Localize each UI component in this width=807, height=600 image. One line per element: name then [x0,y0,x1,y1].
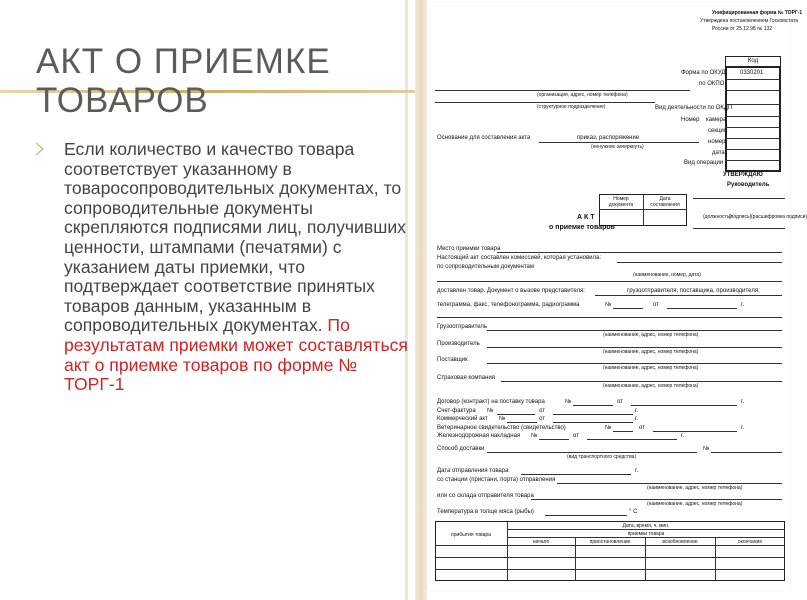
commission-line [617,262,782,263]
torg1-form-image [427,6,807,591]
table-header-acceptance: приемки товара [627,531,665,537]
number-sign: № [565,399,572,405]
doc-number-table-col [643,194,644,226]
from-label: от [573,433,579,439]
table-rule [435,569,785,570]
year-label: г. [635,408,639,414]
sig-caption: (должность) [703,214,732,220]
supplier-doc-line [437,281,782,282]
delivery-label: Способ доставки [437,446,485,452]
contract-date-line [631,405,737,406]
telegram-date-line [667,308,737,309]
code-separator [725,104,781,105]
head-line [693,198,785,199]
table-header-arrival: прибытия товара [451,532,491,538]
doc-label: Счет-фактура [437,408,476,414]
form-header-line: России от 25.12.98 № 132 [712,26,773,32]
warehouse-line [531,499,782,500]
doc-date-line [553,422,633,423]
okpo-label: по ОКПО [699,81,725,87]
right-label: Номер [681,117,700,123]
year-label: г. [635,468,639,474]
act-subtitle: о приемке товаров [549,224,615,231]
org-caption: (организация, адрес, номер телефона) [537,92,628,98]
party-label: Поставщик [437,357,468,363]
code-separator [725,160,781,161]
year-label: г. [741,425,745,431]
party-label: Производитель [437,341,480,347]
body-text: Если количество и качество товара соответствует указанному в товаросопроводительных документах, то сопроводительные документы скрепляются подписями лиц, получивших ценности, штампами (печатями) с указанием даты приемки, что подтверждает соответствие принятых товаров данным, указанным в сопроводительных документах. [64,139,406,336]
table-sub-header: начало [532,539,550,545]
table-col [507,521,508,581]
table-header-top: Дата, время, ч. мин. [622,523,670,529]
party-line [487,363,782,364]
right-label: секция [708,128,727,134]
number-sign: № [531,433,538,439]
station-caption: (наименование, адрес, номер телефона) [647,485,743,491]
year-label: г. [741,302,745,308]
doc-number-line [613,431,633,432]
bullet-text [64,140,409,395]
operation-label: Вид операции [684,160,724,166]
delivery-number-line [711,452,782,453]
table-rule [435,545,785,546]
transport-caption: (вид транспортного средства) [567,454,637,460]
doc-number-line [497,414,535,415]
delivered-value: грузоотправителя, поставщика, производителя; [627,288,760,294]
act-title: А К Т [577,214,595,221]
delivery-line [487,452,697,453]
date-line [693,228,785,229]
division-caption: (структурное подразделение) [537,104,606,110]
body-red-text: По результатам приемки может составляться акт о приемке товаров по форме № ТОРГ-1 [64,315,408,395]
party-label: Грузоотправитель [437,324,488,330]
right-label: номер [708,139,726,145]
telegram-label: телеграмма, факс, телефонограмма, радиограмма [437,302,580,308]
doc-label: Коммерческий акт [437,416,488,422]
division-line [435,102,655,103]
code-separator [725,127,781,128]
bullet-arrow-icon [35,142,47,156]
doc-date-header: Дата составления [650,196,680,208]
year-label: г. [635,416,639,422]
from-label: от [539,416,545,422]
supplier-doc-caption: (наименование, номер, дата) [633,272,701,278]
accompany-label: по сопроводительным документам [437,264,535,270]
from-label: от [653,302,659,308]
dispatch-label: Дата отправления товара [437,468,509,474]
code-separator [725,138,781,139]
number-sign: № [703,446,710,452]
table-rule [507,537,785,538]
warehouse-caption: (наименование, адрес, номер телефона) [647,501,743,507]
code-separator [725,90,781,91]
basis-value: приказ, распоряжение [577,135,640,141]
okud-label: Форма по ОКУД [681,70,726,76]
basis-line [539,142,699,143]
station-line [557,483,782,484]
party-caption: (наименование, адрес, номер телефона) [603,332,699,338]
from-label: от [639,425,645,431]
from-label: от [539,408,545,414]
org-line [435,90,690,91]
table-rule [435,557,785,558]
approve-label: УТВЕРЖДАЮ [723,172,763,178]
year-label: г. [681,433,685,439]
basis-caption: (ненужное зачеркнуть) [591,144,644,150]
party-caption: (наименование, адрес, номер телефона) [603,383,699,389]
delivered-line [595,295,782,296]
table-sub-header: окончание [737,539,763,545]
code-separator [725,79,781,80]
year-label: г. [741,399,745,405]
okdp-label: Вид деятельности по ОКДП [655,105,733,111]
place-label: Место приемки товара [437,246,501,252]
temp-line [545,515,627,516]
doc-date-line [653,431,737,432]
code-separator [725,149,781,150]
telegram-number-line [613,308,643,309]
contract-number-line [573,405,613,406]
form-header-line: Утверждена постановлением Госкомстата [700,18,799,24]
telegram-line [437,317,782,318]
number-sign: № [487,408,494,414]
number-sign: № [499,416,506,422]
doc-label: Железнодорожная накладная [437,433,521,439]
from-label: от [617,399,623,405]
contract-label: Договор (контракт) на поставку товара [437,399,545,405]
okud-value: 0330201 [740,70,764,76]
temp-label: Температура в толще мяса (рыбы) [437,509,534,515]
doc-number-line [539,439,569,440]
basis-label: Основание для составления акта [437,135,531,141]
right-label: дата [712,150,725,156]
table-sub-header: приостановление [589,539,631,545]
doc-date-line [587,439,677,440]
sig-caption: (расшифровка подписи) [751,214,807,220]
dispatch-date-line [521,474,631,475]
code-separator [725,116,781,117]
slide-title: АКТ О ПРИЕМКЕ ТОВАРОВ [36,42,331,120]
doc-label: Ветеринарное свидетельство (свидетельство) [437,425,566,431]
number-sign: № [605,302,612,308]
party-line [487,347,782,348]
table-sub-header: возобновление [662,539,698,545]
party-line [487,330,782,331]
right-label: камера [706,117,727,123]
form-header-line: Унифицированная форма № ТОРГ-1 [712,10,803,16]
kod-header: Код [725,56,781,67]
party-caption: (наименование, адрес, номер телефона) [603,365,699,371]
station-label: со станции (пристани, порта) отправления [437,477,556,483]
codes-column [725,66,781,172]
arrival-table [435,521,785,581]
doc-date-line [553,414,633,415]
decor-stripe [415,0,427,600]
party-line [501,381,782,382]
temp-unit: ° C [629,509,638,515]
head-label: Руководитель [727,182,770,188]
doc-number-header: Номер документа [608,196,634,208]
party-caption: (наименование, адрес, номер телефона) [603,349,699,355]
delivered-label: доставлен товар. Документ о вызове представителя: [437,288,585,294]
party-label: Страховая компания [437,375,496,381]
commission-label: Настоящий акт составлен комиссией, которая установила: [437,255,602,261]
number-sign: № [605,425,612,431]
place-line [497,252,782,253]
sig-caption: (подпись) [729,214,752,220]
table-rule [507,529,785,530]
warehouse-label: или со склада отправителя товара [437,493,534,499]
doc-number-line [507,422,537,423]
